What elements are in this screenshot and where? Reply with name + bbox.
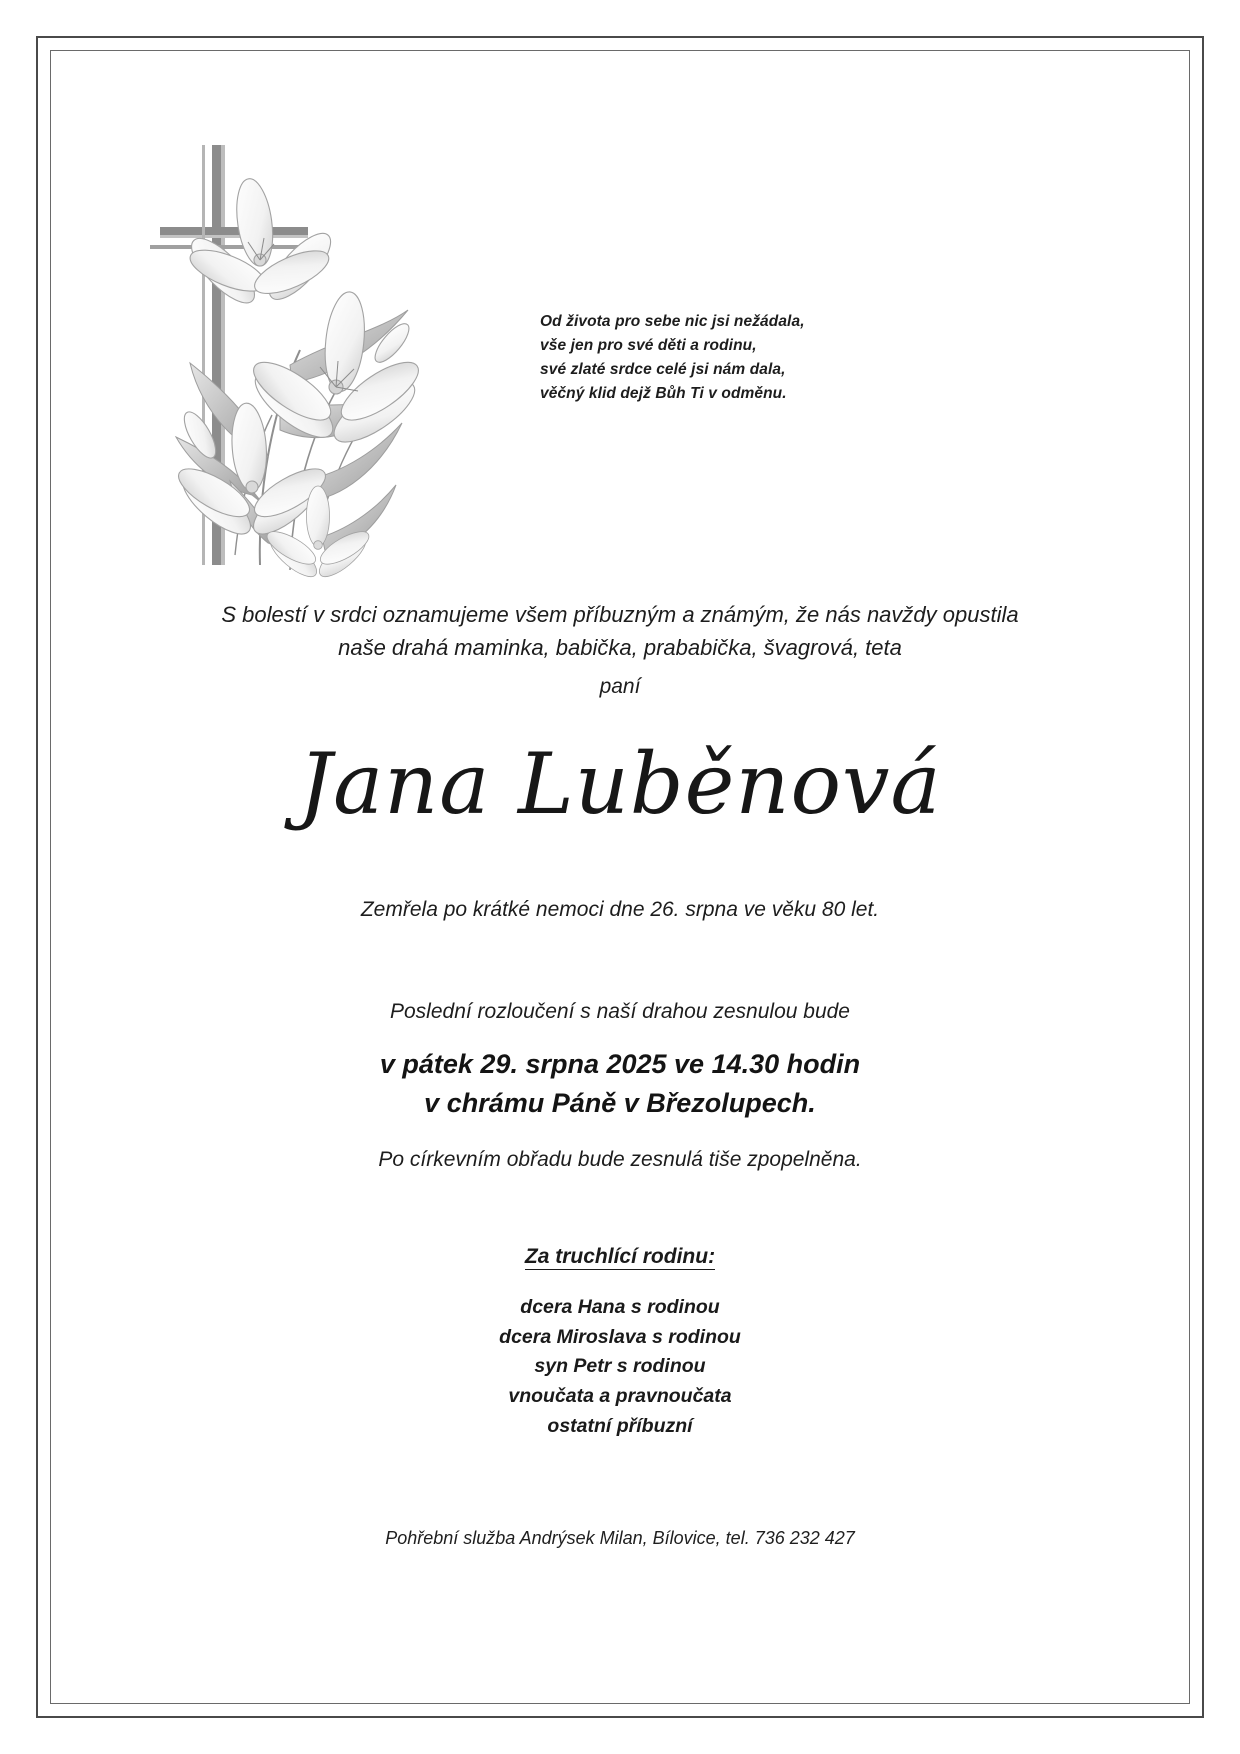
family-member: ostatní příbuzní: [547, 1414, 693, 1437]
verse-line: věčný klid dejž Bůh Ti v odměnu.: [540, 385, 787, 403]
farewell-place-line: v chrámu Páně v Březolupech.: [424, 1088, 816, 1119]
death-info: Zemřela po krátké nemoci dne 26. srpna ve věku 80 let.: [360, 898, 880, 921]
family-member: dcera Hana s rodinou: [520, 1296, 720, 1318]
verse-line: Od života pro sebe nic jsi nežádala,: [540, 313, 805, 330]
family-member: dcera Miroslava s rodinou: [499, 1325, 741, 1348]
farewell-intro: Poslední rozloučení s naší drahou zesnulou bude: [390, 1000, 850, 1023]
verse-line: vše jen pro své děti a rodinu,: [540, 337, 757, 355]
honorific: paní: [599, 675, 641, 698]
funeral-service-footer: Pohřební služba Andrýsek Milan, Bílovice, tel. 736 232 427: [385, 1528, 855, 1548]
announcement-line: S bolestí v srdci oznamujeme všem příbuzným a známým, že nás navždy opustila: [221, 602, 1019, 627]
family-heading-text: Za truchlící rodinu:: [524, 1245, 716, 1268]
decoration-artwork: [140, 135, 470, 605]
verse-line: své zlaté srdce celé jsi nám dala,: [540, 361, 786, 379]
announcement-line: naše drahá maminka, babička, prababička, švagrová, teta: [338, 635, 902, 660]
family-members: [120, 1293, 1120, 1441]
cremation-note: Po církevním obřadu bude zesnulá tiše zpopelněna.: [378, 1148, 862, 1171]
page-content: [50, 50, 1190, 1704]
farewell-when-line: v pátek 29. srpna 2025 ve 14.30 hodin: [379, 1049, 861, 1079]
family-member: syn Petr s rodinou: [534, 1355, 706, 1378]
farewell-details: [120, 1045, 1120, 1123]
verse-block: [540, 310, 880, 406]
family-member: vnoučata a pravnoučata: [508, 1384, 732, 1407]
family-heading: [120, 1245, 1120, 1269]
deceased-name: Jana Luběnová: [298, 735, 942, 833]
announcement-text: [120, 598, 1120, 664]
